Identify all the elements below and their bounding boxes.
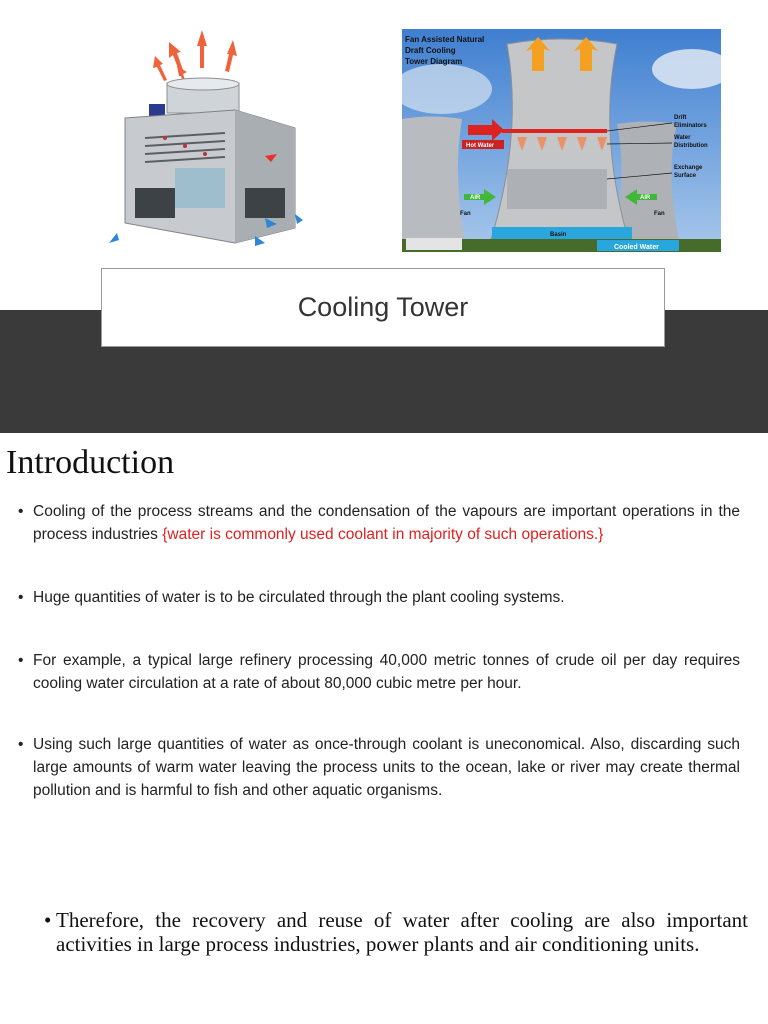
label-water-2: Distribution bbox=[674, 143, 708, 149]
label-drift-1: Drift bbox=[674, 115, 687, 121]
bullet-text: For example, a typical large refinery processing 40,000 metric tonnes of crude oil per day requires cooling water circulation at a rate of about 80,000 cubic metre per hour. bbox=[33, 652, 740, 692]
bullet-text: Cooling of the process streams and the condensation of the vapours are important operations in the process industries bbox=[33, 503, 740, 543]
label-exchange-1: Exchange bbox=[674, 165, 703, 171]
bullet-text: Huge quantities of water is to be circulated through the plant cooling systems. bbox=[33, 589, 565, 606]
diagram-title-2: Draft Cooling bbox=[405, 46, 456, 55]
label-exchange-2: Surface bbox=[674, 173, 697, 179]
bullet-item bbox=[18, 649, 740, 695]
label-hot-water: Hot Water bbox=[466, 143, 495, 149]
final-bullet: • Therefore, the recovery and reuse of water after cooling are also important activities in large process industries, power plants and air conditioning units. bbox=[44, 908, 748, 956]
bullet-text: Using such large quantities of water as once-through coolant is uneconomical. Also, discarding such large amounts of warm water leaving the process units to the ocean, lake or river may create thermal pollution and is harmful to fish and other aquatic organisms. bbox=[33, 736, 740, 799]
label-fan-right: Fan bbox=[654, 211, 665, 217]
label-water-1: Water bbox=[674, 135, 691, 141]
label-basin: Basin bbox=[550, 232, 567, 238]
section-heading: Introduction bbox=[6, 444, 175, 481]
slide-title: Cooling Tower bbox=[297, 292, 469, 322]
label-air-right: AIR bbox=[640, 195, 651, 201]
bullet-item bbox=[18, 500, 740, 546]
slide-title-box bbox=[101, 268, 665, 347]
label-fan-left: Fan bbox=[460, 211, 471, 217]
cooling-tower-diagram-image bbox=[402, 29, 721, 252]
bullet-item bbox=[18, 733, 740, 802]
bullet-highlight: {water is commonly used coolant in majority of such operations.} bbox=[162, 526, 604, 543]
diagram-title-3: Tower Diagram bbox=[405, 57, 463, 66]
label-air-left: AIR bbox=[470, 195, 481, 201]
bullet-item bbox=[18, 586, 740, 609]
bullet-list bbox=[18, 500, 740, 802]
label-cooled-water: Cooled Water bbox=[614, 244, 659, 251]
diagram-title-1: Fan Assisted Natural bbox=[405, 35, 485, 44]
label-drift-2: Eliminators bbox=[674, 123, 707, 129]
cooling-tower-unit-image bbox=[105, 28, 310, 253]
